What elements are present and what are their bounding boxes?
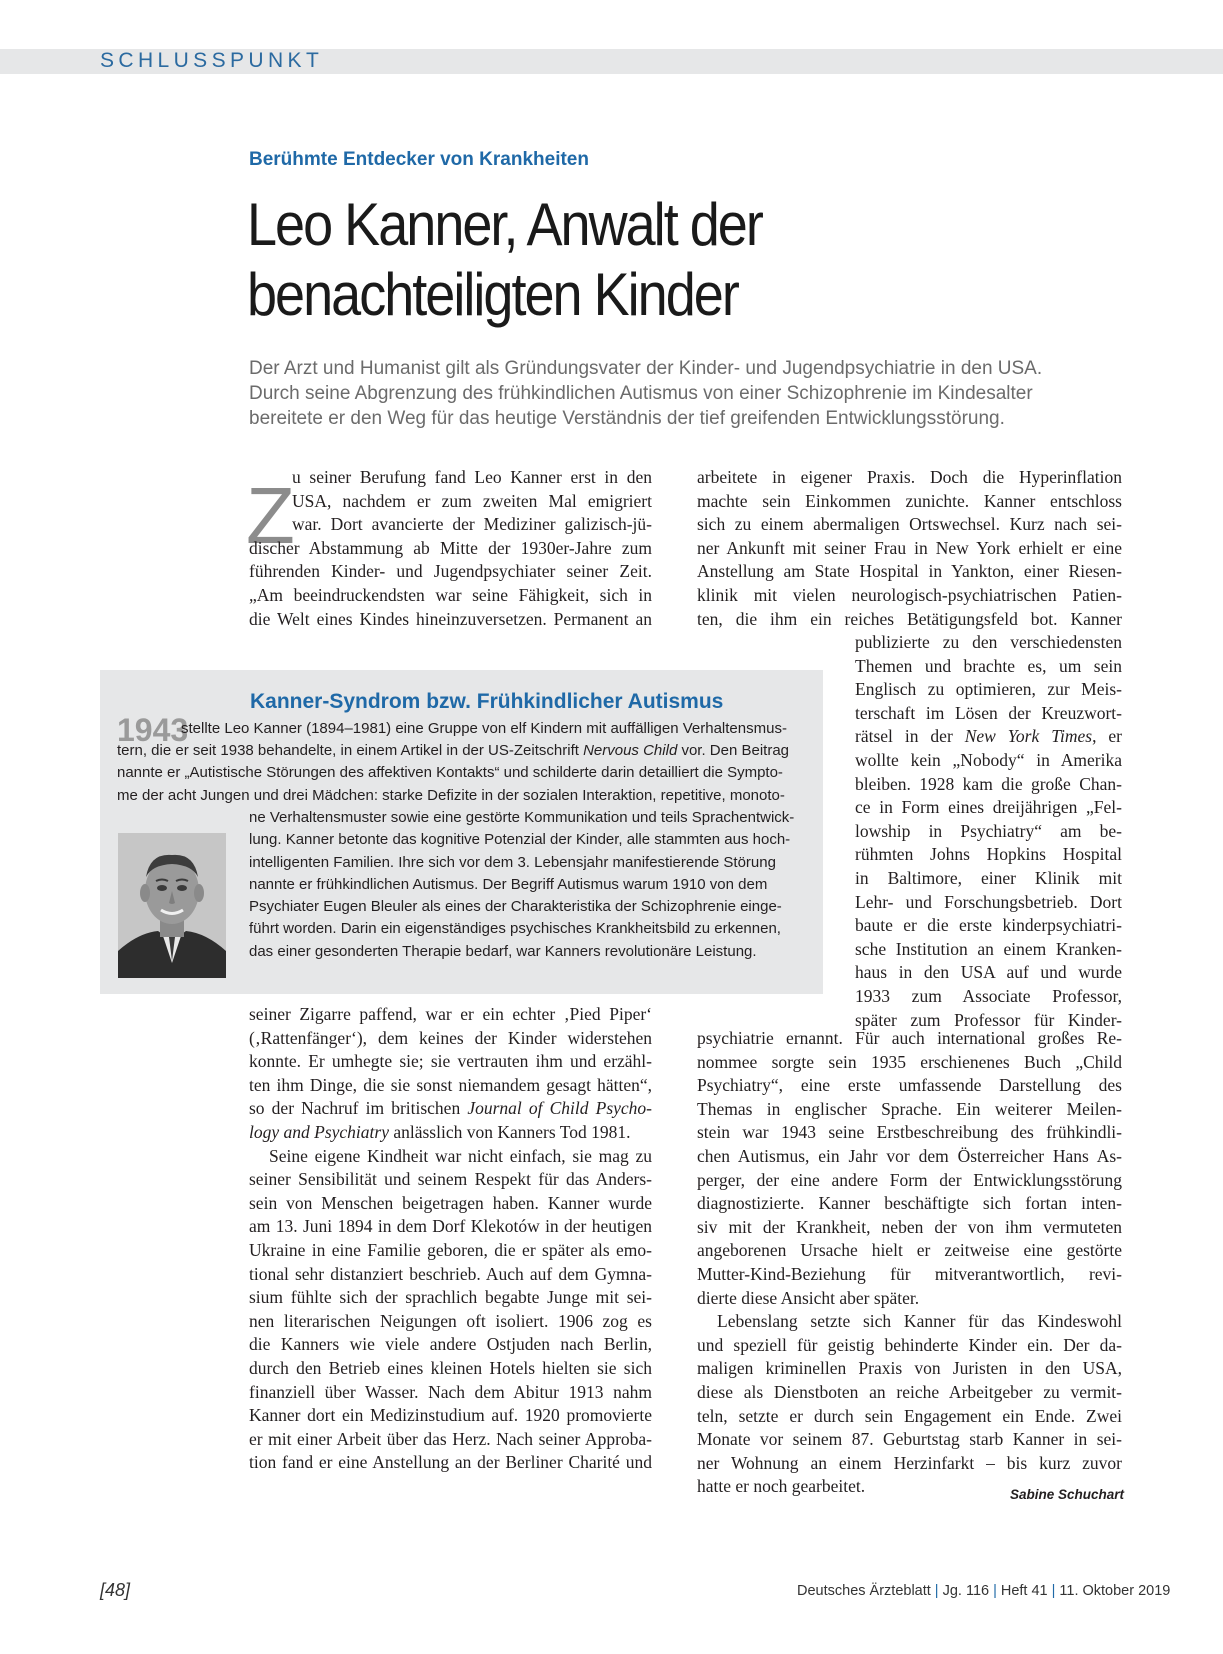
info-box-line: me der acht Jungen und drei Mädchen: starke Defizite in der sozialen Interaktion, repetitive, monoto-	[117, 786, 785, 804]
column-1-line: ten ihm Dinge, die sie sonst niemandem gesagt hätten“,	[249, 1074, 652, 1095]
column-2-line: Anstellung am State Hospital in Yankton, einer Riesen-	[697, 561, 1122, 582]
column-1-line: logy and Psychiatry anlässlich von Kanners Tod 1981.	[249, 1121, 631, 1142]
column-1-line: USA, nachdem er zum zweiten Mal emigriert	[292, 490, 652, 511]
section-label: SCHLUSSPUNKT	[100, 49, 324, 72]
column-2-line: machte sein Einkommen zunichte. Kanner entschloss	[697, 490, 1122, 511]
column-2-line: in Baltimore, einer Klinik mit	[855, 867, 1122, 888]
column-2-line: baute er die erste kinderpsychiatri-	[855, 915, 1122, 936]
column-1-line: u seiner Berufung fand Leo Kanner erst in den	[292, 467, 652, 487]
column-1-line: discher Abstammung ab Mitte der 1930er-Jahre zum	[249, 537, 652, 558]
article-kicker: Berühmte Entdecker von Krankheiten	[249, 149, 589, 170]
column-2-line: wollte kein „Nobody“ in Amerika	[855, 749, 1122, 770]
column-2-line: Lebenslang setzte sich Kanner für das Kindeswohl	[717, 1311, 1122, 1332]
author-name: Sabine Schuchart	[1010, 1487, 1125, 1502]
column-2-line: rühmten Johns Hopkins Hospital	[855, 844, 1122, 865]
portrait-image	[118, 833, 226, 978]
column-2-line: klinik mit vielen neurologisch-psychiatrischen Patien-	[697, 584, 1122, 605]
column-2-line: Themas in englischer Sprache. Ein weiterer Meilen-	[697, 1098, 1122, 1119]
column-1-line: Seine eigene Kindheit war nicht einfach, sie mag zu	[269, 1145, 652, 1166]
column-2-line: hatte er noch gearbeitet.	[697, 1476, 866, 1497]
column-1-line: Ukraine in eine Familie geboren, die er später als emo-	[249, 1239, 652, 1260]
info-box-line: das einer gesonderten Therapie bedarf, war Kanners revolutionäre Leistung.	[249, 942, 757, 960]
info-box-line: führt worden. Darin ein eigenständiges psychisches Krankheitsbild zu erkennen,	[249, 920, 781, 938]
column-2-line: perger, der eine andere Form der Entwicklungsstörung	[697, 1169, 1122, 1190]
info-box-text-indented	[249, 807, 811, 963]
column-2-line: und speziell für geistig behinderte Kinder ein. Der da-	[697, 1334, 1122, 1355]
column-1-line: sium fühlte sich der sprachlich begabte Junge mit sei-	[249, 1287, 652, 1308]
column-2-line: Monate vor seinem 87. Geburtstag starb Kanner in sei-	[697, 1429, 1122, 1450]
column-2-line: Mutter-Kind-Beziehung für mitverantwortlich, revi-	[697, 1263, 1122, 1284]
column-1-line: tion fand er eine Anstellung an der Berliner Charité und	[249, 1452, 652, 1473]
column-2-line: ten, die ihm ein reiches Betätigungsfeld bot. Kanner	[697, 608, 1122, 629]
journal-volume: Jg. 116	[942, 1583, 990, 1599]
column-2-line: arbeitete in eigener Praxis. Doch die Hyperinflation	[697, 467, 1122, 487]
column-2-line: publizierte zu den verschiedensten	[855, 632, 1122, 652]
title-line: Leo Kanner, Anwalt der	[247, 191, 762, 258]
column-1-line: finanziell über Wasser. Nach dem Abitur 1913 nahm	[249, 1381, 652, 1402]
info-box-first-line	[181, 718, 811, 740]
column-1-line: war. Dort avancierte der Mediziner galizisch-jü-	[292, 514, 652, 535]
column-1-line: so der Nachruf im britischen Journal of Child Psycho-	[249, 1098, 653, 1119]
info-box-text	[117, 740, 811, 807]
column-2-line: rätsel in der New York Times, er	[855, 726, 1122, 747]
column-1-line: nen literarischen Neigungen oft isoliert. 1906 zog es	[249, 1310, 652, 1331]
column-2-line: ce in Form eines dreijährigen „Fel-	[855, 797, 1122, 818]
column-2-line: lowship in Psychiatry“ am be-	[855, 820, 1122, 841]
column-2-line: nommee sorgte sein 1935 erschienenes Buch „Child	[697, 1051, 1122, 1072]
column-1-line: er mit einer Arbeit über das Herz. Nach seiner Approba-	[249, 1428, 652, 1449]
info-box-line: lung. Kanner betonte das kognitive Potenzial der Kinder, alle stammten aus hoch-	[249, 831, 791, 849]
column-1-line: seiner Sensibilität und seinem Respekt für das Anders-	[249, 1169, 652, 1190]
info-box-line: intelligenten Familien. Ihre sich vor dem 3. Lebensjahr manifestierende Störung	[249, 853, 776, 871]
article-lead	[249, 356, 1149, 431]
italic-title: Nervous Child	[583, 742, 678, 759]
journal-name: Deutsches Ärzteblatt	[797, 1583, 931, 1599]
lead-line: Der Arzt und Humanist gilt als Gründungsvater der Kinder- und Jugendpsychiatrie in den USA.	[249, 358, 1043, 379]
column-2-line: Psychiatry“, eine erste umfassende Darstellung des	[697, 1075, 1122, 1096]
journal-footer	[797, 1583, 1170, 1599]
column-1-line: (‚Rattenfänger‘), dem keines der Kinder widerstehen	[249, 1027, 652, 1048]
column-2-narrow	[855, 631, 1122, 1032]
separator: |	[1051, 1583, 1056, 1599]
column-1-line: die Kanners wie viele andere Ostjuden nach Berlin,	[249, 1334, 652, 1355]
info-box-line: tern, die er seit 1938 behandelte, in einem Artikel in der US-Zeitschrift Nervous Child vor. Den Beitrag	[117, 742, 790, 759]
column-2-line: Lehr- und Forschungsbetrieb. Dort	[855, 891, 1122, 912]
column-2-bottom	[697, 1027, 1122, 1499]
column-1-bottom	[249, 1003, 652, 1475]
column-2-line: teln, setzte er durch sein Engagement ein Ende. Zwei	[697, 1405, 1122, 1426]
column-2-line: siv mit der Krankheit, neben der von ihm vermuteten	[697, 1216, 1122, 1237]
column-2-line: später zum Professor für Kinder-	[855, 1009, 1122, 1030]
column-2-line: chen Autismus, ein Jahr vor dem Österreicher Hans As-	[697, 1145, 1122, 1166]
column-2-line: ner Wohnung an einem Herzinfarkt – bis kurz zuvor	[697, 1452, 1122, 1473]
column-2-line: Englisch zu optimieren, zur Meis-	[855, 679, 1122, 700]
info-box-line: nannte er frühkindlichen Autismus. Der Begriff Autismus warum 1910 von dem	[249, 875, 768, 893]
column-2-line: terschaft im Lösen der Kreuzwort-	[855, 702, 1122, 723]
column-2-line: bleiben. 1928 kam die große Chan-	[855, 773, 1122, 794]
column-1-line: Kanner dort ein Medizinstudium auf. 1920 promovierte	[249, 1405, 652, 1426]
column-2-line: haus in den USA auf und wurde	[855, 962, 1122, 983]
column-2-line: 1933 zum Associate Professor,	[855, 985, 1122, 1006]
portrait-photo	[118, 833, 226, 978]
column-2-line: ner Ankunft mit seiner Frau in New York erhielt er eine	[697, 537, 1122, 558]
page-number: [48]	[100, 1580, 131, 1600]
column-2-line: psychiatrie ernannt. Für auch international großes Re-	[697, 1028, 1122, 1048]
column-2-line: stein war 1943 seine Erstbeschreibung des frühkindli-	[697, 1122, 1122, 1143]
info-box-line: stellte Leo Kanner (1894–1981) eine Gruppe von elf Kindern mit auffälligen Verhaltensmus-	[181, 720, 787, 737]
column-2-top	[697, 466, 1122, 631]
column-2-line: angeborenen Ursache hielt er zeitweise eine gestörte	[697, 1240, 1122, 1261]
column-1-line: „Am beeindruckendsten war seine Fähigkeit, sich in	[249, 584, 652, 605]
column-2-line: maligen kriminellen Praxis von Juristen in den USA,	[697, 1358, 1122, 1379]
info-box-year: 1943	[117, 712, 189, 748]
info-box-line: nannte er „Autistische Störungen des affektiven Kontakts“ und schilderte darin detailliert die Sympto-	[117, 764, 783, 782]
column-1-line: durch den Betrieb eines kleinen Hotels hielten sie sich	[249, 1357, 652, 1378]
column-1-line: am 13. Juni 1894 in dem Dorf Klekotów in der heutigen	[249, 1216, 652, 1237]
drop-cap: Z	[246, 471, 295, 560]
italic-title: New York Times	[964, 726, 1093, 747]
column-1-top	[249, 466, 652, 631]
italic-title: Journal of Child Psycho-	[467, 1098, 653, 1119]
column-2-line: Themen und brachte es, um sein	[855, 655, 1122, 676]
journal-issue: Heft 41	[1000, 1583, 1048, 1599]
lead-line: bereitete er den Weg für das heutige Verständnis der tief greifenden Entwicklungsstörung.	[249, 408, 1005, 429]
article-title	[247, 190, 762, 330]
column-2-line: diese als Dienstboten an reiche Arbeitgeber zu vermit-	[697, 1381, 1122, 1402]
column-2-line: sche Institution an einem Kranken-	[855, 938, 1122, 959]
italic-title: logy and Psychiatry	[249, 1121, 389, 1142]
column-2-line: diagnostizierte. Kanner beschäftigte sich fortan inten-	[697, 1193, 1122, 1214]
column-2-line: sich zu einem abermaligen Ortswechsel. Kurz nach sei-	[697, 514, 1122, 535]
lead-line: Durch seine Abgrenzung des frühkindlichen Autismus von einer Schizophrenie im Kindesalter	[249, 383, 1033, 404]
column-1-line: konnte. Er umhegte sie; sie vertrauten ihm und erzähl-	[249, 1051, 652, 1072]
info-box-line: ne Verhaltensmuster sowie eine gestörte Kommunikation und teils Sprachentwick-	[249, 809, 795, 826]
column-2-line: dierte diese Ansicht aber später.	[697, 1287, 920, 1308]
column-1-line: führenden Kinder- und Jugendpsychiater seiner Zeit.	[249, 561, 652, 582]
separator: |	[993, 1583, 997, 1599]
title-line: benachteiligten Kinder	[247, 261, 738, 328]
separator: |	[934, 1583, 939, 1599]
column-1-line: sein von Menschen beigetragen haben. Kanner wurde	[249, 1192, 652, 1213]
journal-date: 11. Oktober 2019	[1059, 1583, 1171, 1599]
info-box-line: Psychiater Eugen Bleuler als eines der Charakteristika der Schizophrenie einge-	[249, 898, 782, 916]
info-box-title: Kanner-Syndrom bzw. Frühkindlicher Autismus	[250, 690, 724, 713]
column-1-line: tional sehr distanziert beschrieb. Auch auf dem Gymna-	[249, 1263, 652, 1284]
column-1-line: seiner Zigarre paffend, war er ein echter ‚Pied Piper‘	[249, 1004, 652, 1024]
column-1-line: die Welt eines Kindes hineinzuversetzen. Permanent an	[249, 608, 652, 629]
